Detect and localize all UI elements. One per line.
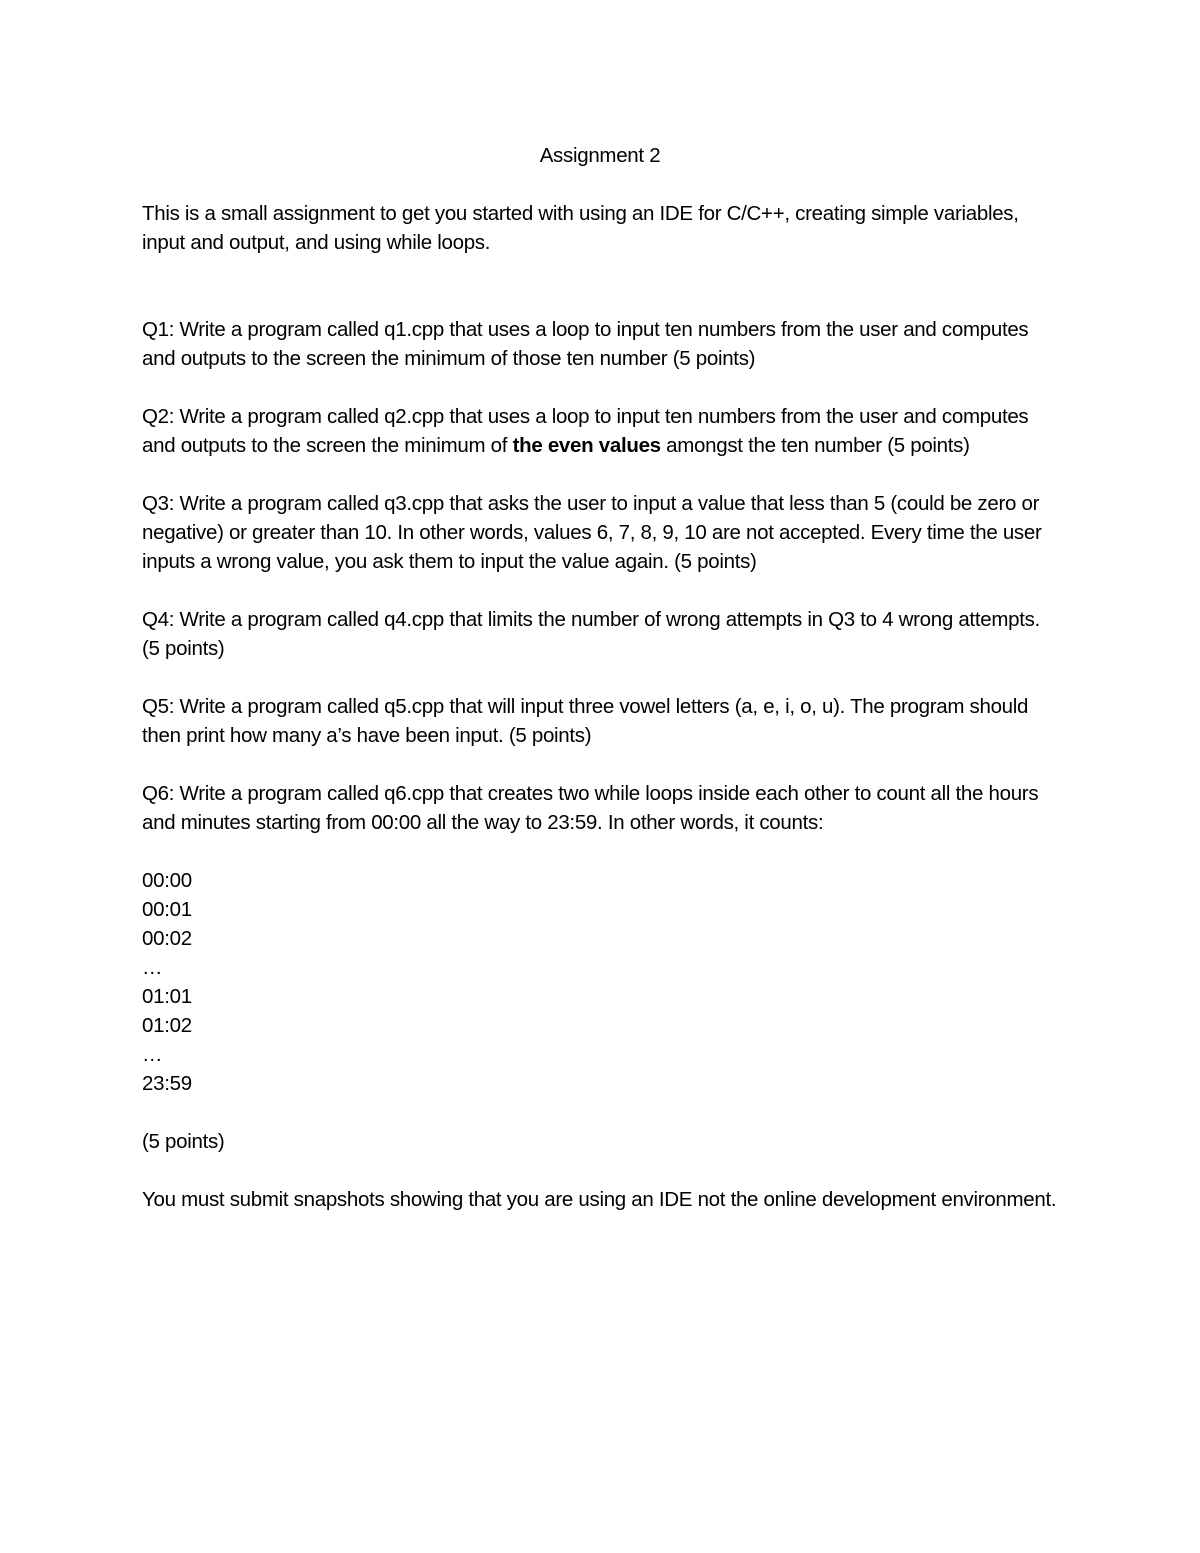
question-5: Q5: Write a program called q5.cpp that will input three vowel letters (a, e, i, o, u). The program should then print how many a’s have been input. (5 points) (142, 695, 1029, 747)
question-3: Q3: Write a program called q3.cpp that asks the user to input a value that less than 5 (could be zero or negative) or greater than 10. In other words, values 6, 7, 8, 9, 10 are not accepted. Every time the user inputs a wrong value, you ask them to input the value again. (5 points) (142, 492, 1042, 573)
question-2-emphasis: the even values (512, 434, 661, 457)
question-2-text-start: Q2: Write a program called q2.cpp that uses a loop to input ten numbers from the user and computes and outputs to the screen the minimum of (142, 405, 1029, 457)
document-body (142, 141, 1062, 1214)
time-list-item: … (142, 1043, 163, 1066)
submission-note: You must submit snapshots showing that you are using an IDE not the online development environment. (142, 1188, 1057, 1211)
time-list-item: 00:01 (142, 898, 192, 921)
time-list-item: 01:01 (142, 985, 192, 1008)
question-4: Q4: Write a program called q4.cpp that limits the number of wrong attempts in Q3 to 4 wrong attempts. (5 points) (142, 608, 1040, 660)
time-list-item: 01:02 (142, 1014, 192, 1037)
question-6: Q6: Write a program called q6.cpp that creates two while loops inside each other to count all the hours and minutes starting from 00:00 all the way to 23:59. In other words, it counts: (142, 782, 1039, 834)
time-list-item: 00:00 (142, 869, 192, 892)
question-2 (142, 402, 1062, 460)
time-list (142, 866, 1062, 1098)
time-list-item: … (142, 956, 163, 979)
time-list-item: 00:02 (142, 927, 192, 950)
intro-paragraph: This is a small assignment to get you started with using an IDE for C/C++, creating simple variables, input and output, and using while loops. (142, 202, 1019, 254)
document-title: Assignment 2 (539, 144, 661, 167)
time-list-item: 23:59 (142, 1072, 192, 1095)
question-1: Q1: Write a program called q1.cpp that uses a loop to input ten numbers from the user and computes and outputs to the screen the minimum of those ten number (5 points) (142, 318, 1029, 370)
question-2-text-end: amongst the ten number (5 points) (660, 434, 970, 457)
question-6-points: (5 points) (142, 1130, 225, 1153)
